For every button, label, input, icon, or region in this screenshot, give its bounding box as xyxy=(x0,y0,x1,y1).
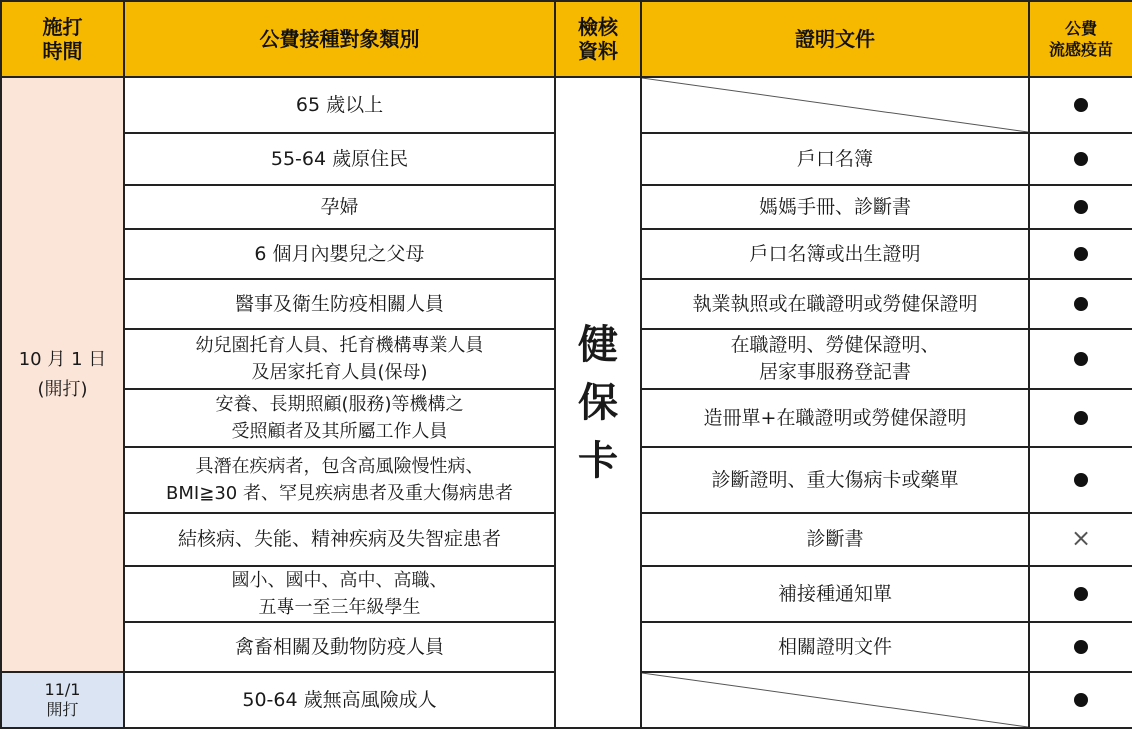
docs-cell xyxy=(641,622,1029,672)
category-cell xyxy=(124,279,555,329)
vaccine-cell xyxy=(1029,672,1132,728)
time-group-oct1-line: 10 月 1 日 xyxy=(18,348,107,370)
category-cell xyxy=(124,447,555,513)
category-text: 及居家托育人員(保母) xyxy=(251,362,428,383)
docs-cell xyxy=(641,133,1029,185)
eligible-dot-icon xyxy=(1074,473,1088,487)
category-text: 受照顧者及其所屬工作人員 xyxy=(231,421,448,442)
header-vaccine-line2: 流感疫苗 xyxy=(1048,40,1113,59)
category-cell xyxy=(124,672,555,728)
verify-char: 卡 xyxy=(578,437,618,484)
header-time-line1: 施打 xyxy=(42,15,83,39)
category-text: 6 個月內嬰兒之父母 xyxy=(254,242,425,265)
eligible-dot-icon xyxy=(1074,297,1088,311)
vaccine-cell xyxy=(1029,566,1132,622)
category-text: 50-64 歲無高風險成人 xyxy=(242,688,437,711)
header-category: 公費接種對象類別 xyxy=(124,1,555,77)
eligible-dot-icon xyxy=(1074,693,1088,707)
category-text: 孕婦 xyxy=(320,195,359,218)
docs-text: 居家事服務登記書 xyxy=(758,361,911,383)
header-docs: 證明文件 xyxy=(641,1,1029,77)
category-text: 幼兒園托育人員、托育機構專業人員 xyxy=(195,335,484,356)
docs-text: 戶口名簿或出生證明 xyxy=(749,242,921,265)
category-text: 安養、長期照顧(服務)等機構之 xyxy=(215,394,464,415)
docs-cell xyxy=(641,566,1029,622)
vaccine-cell xyxy=(1029,133,1132,185)
eligible-dot-icon xyxy=(1074,411,1088,425)
diagonal-line xyxy=(642,673,1028,727)
vaccine-cell xyxy=(1029,389,1132,447)
header-time xyxy=(1,1,124,77)
eligible-dot-icon xyxy=(1074,98,1088,112)
category-text: 禽畜相關及動物防疫人員 xyxy=(234,635,444,658)
category-text: 具潛在疾病者，包含高風險慢性病、 xyxy=(195,456,484,477)
category-cell xyxy=(124,185,555,229)
category-cell xyxy=(124,622,555,672)
vaccine-cell xyxy=(1029,447,1132,513)
category-cell xyxy=(124,513,555,566)
eligible-dot-icon xyxy=(1074,152,1088,166)
category-text: 55-64 歲原住民 xyxy=(270,147,409,170)
docs-text: 診斷書 xyxy=(806,528,864,550)
category-cell xyxy=(124,566,555,622)
time-group-nov1 xyxy=(1,672,124,728)
docs-text: 執業執照或在職證明或勞健保證明 xyxy=(692,292,978,315)
time-group-oct1 xyxy=(1,77,124,672)
time-group-nov1-line: 11/1 xyxy=(44,680,81,699)
category-text: 五專一至三年級學生 xyxy=(258,597,421,618)
docs-cell xyxy=(641,185,1029,229)
docs-cell xyxy=(641,513,1029,566)
docs-cell xyxy=(641,229,1029,279)
eligible-dot-icon xyxy=(1074,247,1088,261)
category-cell xyxy=(124,133,555,185)
docs-cell xyxy=(641,329,1029,389)
eligible-dot-icon xyxy=(1074,352,1088,366)
header-verify-line1: 檢核 xyxy=(578,15,618,39)
table-row xyxy=(1,77,1132,133)
vaccine-cell xyxy=(1029,77,1132,133)
time-group-nov1-line: 開打 xyxy=(46,700,79,719)
docs-text: 補接種通知單 xyxy=(777,582,892,605)
docs-text: 診斷證明、重大傷病卡或藥單 xyxy=(711,468,959,491)
verify-char: 健 xyxy=(578,321,618,368)
category-cell xyxy=(124,77,555,133)
not-eligible-cross-icon: × xyxy=(1070,524,1092,552)
docs-cell xyxy=(641,279,1029,329)
docs-text: 媽媽手冊、診斷書 xyxy=(758,195,911,218)
docs-text: 造冊單+在職證明或勞健保證明 xyxy=(703,406,967,429)
category-cell xyxy=(124,389,555,447)
vaccine-cell xyxy=(1029,329,1132,389)
category-text: BMI≧30 者、罕見疾病患者及重大傷病患者 xyxy=(166,483,513,504)
verify-char: 保 xyxy=(578,379,618,426)
vaccine-cell xyxy=(1029,513,1132,566)
docs-cell xyxy=(641,447,1029,513)
header-vaccine-line1: 公費 xyxy=(1064,19,1097,38)
category-cell xyxy=(124,329,555,389)
vaccine-cell xyxy=(1029,279,1132,329)
docs-text: 在職證明、勞健保證明、 xyxy=(730,334,940,356)
docs-cell xyxy=(641,389,1029,447)
header-vaccine xyxy=(1029,1,1132,77)
verify-health-card xyxy=(555,77,641,728)
time-group-oct1-line: (開打) xyxy=(37,378,88,400)
docs-text: 相關證明文件 xyxy=(777,635,892,658)
category-text: 醫事及衛生防疫相關人員 xyxy=(234,292,444,315)
header-row xyxy=(1,1,1132,77)
category-cell xyxy=(124,229,555,279)
vaccine-cell xyxy=(1029,229,1132,279)
eligible-dot-icon xyxy=(1074,200,1088,214)
docs-empty-diagonal xyxy=(641,77,1029,133)
vaccine-cell xyxy=(1029,622,1132,672)
docs-empty-diagonal xyxy=(641,672,1029,728)
eligible-dot-icon xyxy=(1074,587,1088,601)
category-text: 65 歲以上 xyxy=(295,93,384,116)
header-verify-line2: 資料 xyxy=(578,39,618,63)
eligible-dot-icon xyxy=(1074,640,1088,654)
header-verify xyxy=(555,1,641,77)
category-text: 國小、國中、高中、高職、 xyxy=(231,570,448,591)
diagonal-line xyxy=(642,78,1028,132)
category-text: 結核病、失能、精神疾病及失智症患者 xyxy=(177,528,501,550)
vaccine-cell xyxy=(1029,185,1132,229)
docs-text: 戶口名簿 xyxy=(796,147,873,170)
header-time-line2: 時間 xyxy=(42,39,83,63)
